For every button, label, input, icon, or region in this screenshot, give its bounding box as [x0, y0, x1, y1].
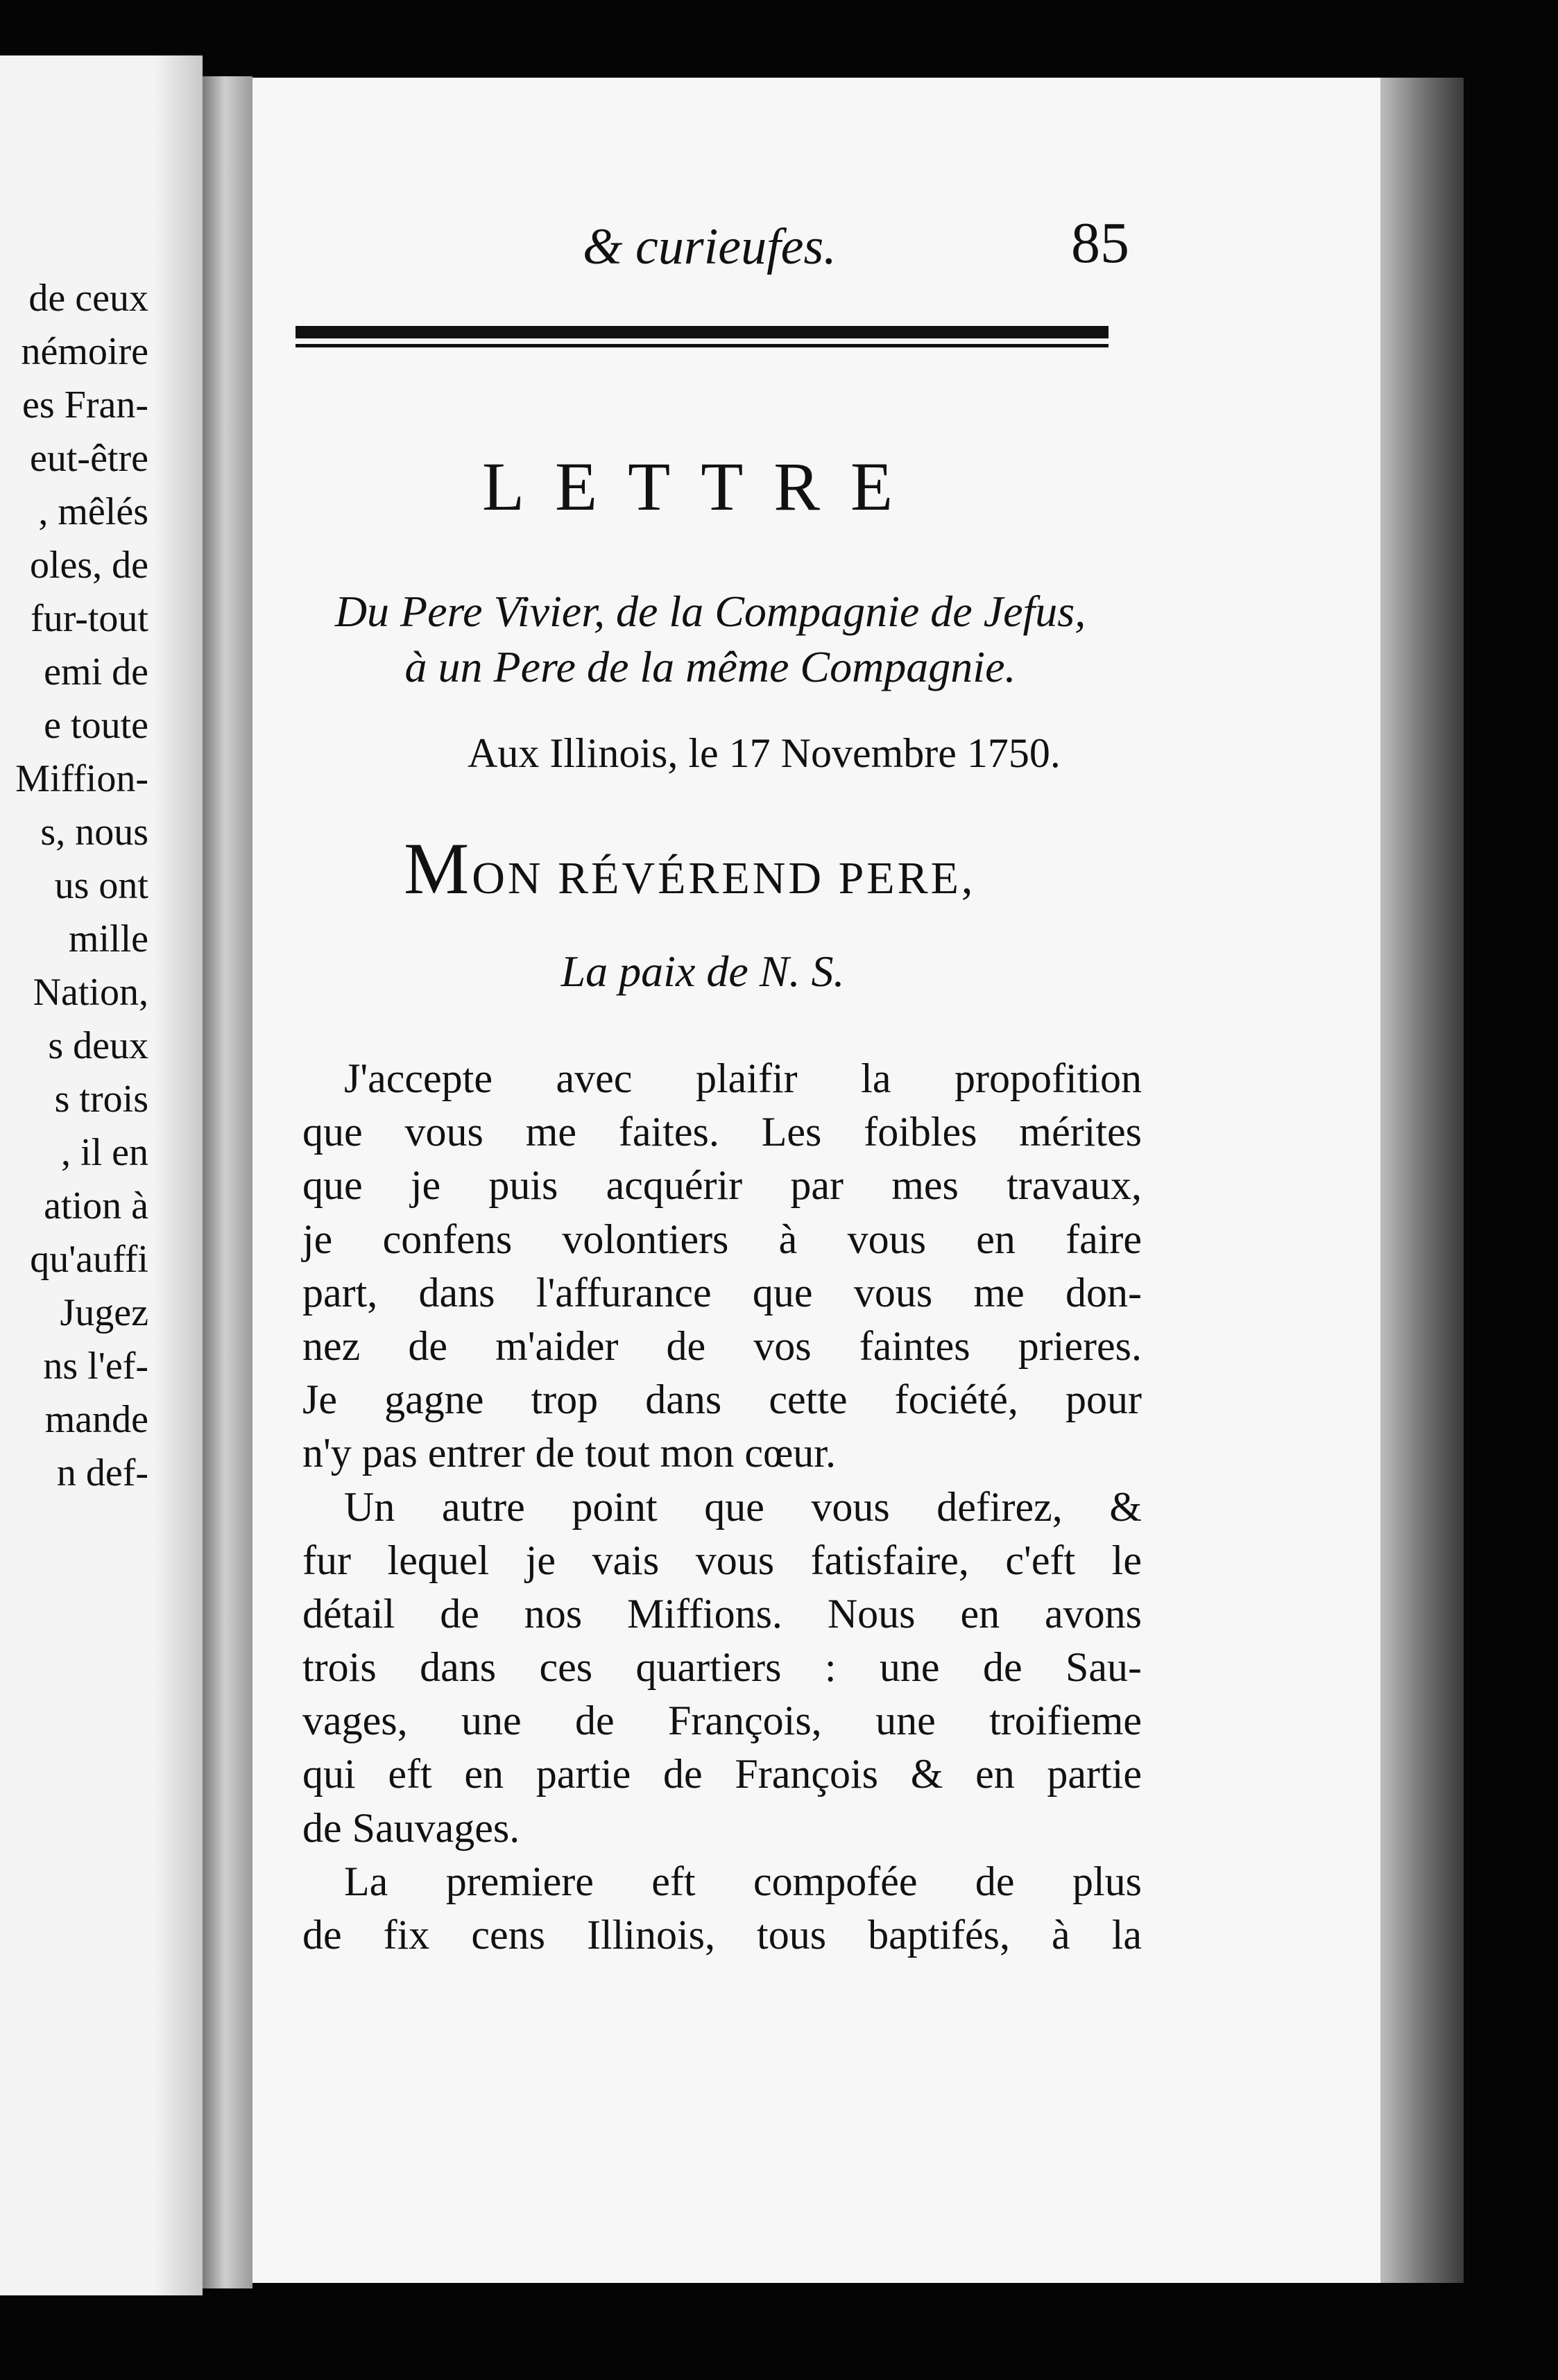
left-page-line: e toute — [44, 704, 148, 747]
body-line: part, dans l'affurance que vous me don- — [302, 1269, 1142, 1316]
left-page-line: de ceux — [28, 277, 148, 320]
left-page-line: ation à — [44, 1184, 148, 1227]
page-edges — [1380, 78, 1464, 2283]
left-page-line: , mêlés — [38, 490, 148, 533]
body-line: je confens volontiers à vous en faire — [302, 1216, 1142, 1262]
left-page-line: qu'auffi — [30, 1238, 148, 1281]
right-page — [252, 78, 1390, 2283]
gutter-shadow — [154, 55, 203, 2295]
left-page-line: eut-être — [30, 437, 148, 480]
body-line: que vous me faites. Les foibles mérites — [302, 1109, 1142, 1155]
body-line: vages, une de François, une troifieme — [302, 1698, 1142, 1744]
page-number: 85 — [1071, 211, 1129, 275]
header-rule — [296, 326, 1108, 350]
left-page-line: Miffion- — [15, 757, 148, 800]
left-page-line: s trois — [54, 1078, 148, 1121]
letter-subtitle-line: à un Pere de la même Compagnie. — [404, 642, 1016, 691]
left-page-line: , il en — [61, 1131, 148, 1174]
left-page-line: n def- — [56, 1451, 148, 1494]
body-line: fur lequel je vais vous fatisfaire, c'eft le — [302, 1537, 1142, 1583]
blessing: La paix de N. S. — [560, 947, 845, 996]
salutation-rest: ON RÉVÉREND PERE, — [472, 853, 976, 904]
running-head — [252, 209, 1390, 293]
body-line: de fix cens Illinois, tous baptifés, à la — [302, 1912, 1142, 1958]
left-page-line: s deux — [48, 1024, 148, 1067]
letter-subtitle-line: Du Pere Vivier, de la Compagnie de Jefus, — [334, 587, 1086, 636]
left-page-line: Jugez — [60, 1291, 148, 1334]
body-line: n'y pas entrer de tout mon cœur. — [302, 1430, 836, 1476]
body-line: que je puis acquérir par mes travaux, — [302, 1162, 1142, 1209]
left-facing-page — [0, 55, 203, 2295]
running-title: & curieufes. — [583, 218, 837, 275]
left-page-line: némoire — [21, 330, 148, 373]
left-page-line: us ont — [54, 864, 148, 907]
left-page-line: Nation, — [33, 971, 148, 1014]
left-page-line: es Fran- — [22, 383, 148, 426]
left-page-line: fur-tout — [31, 597, 148, 640]
left-page-line: s, nous — [40, 811, 148, 854]
body-line: nez de m'aider de vos faintes prieres. — [302, 1322, 1142, 1369]
body-text — [302, 1052, 1142, 1962]
body-line: Un autre point que vous defirez, & — [344, 1483, 1142, 1530]
left-page-line: mande — [44, 1398, 148, 1441]
body-line: trois dans ces quartiers : une de Sau- — [302, 1644, 1142, 1691]
left-page-line: emi de — [44, 650, 148, 693]
letter-subtitle — [294, 584, 1127, 695]
letter-dateline: Aux Illinois, le 17 Novembre 1750. — [468, 730, 1061, 776]
book-spine — [203, 76, 252, 2288]
header-rule-thick — [296, 326, 1108, 338]
left-page-line: oles, de — [29, 544, 148, 587]
body-line: J'accepte avec plaifir la propofition — [344, 1055, 1142, 1101]
letter-title: LETTRE — [481, 448, 924, 525]
body-line: La premiere eft compofée de plus — [344, 1858, 1142, 1904]
body-line: qui eft en partie de François & en partie — [302, 1751, 1142, 1797]
body-line: détail de nos Miffions. Nous en avons — [302, 1590, 1142, 1637]
left-page-line: ns l'ef- — [43, 1345, 148, 1388]
body-line: de Sauvages. — [302, 1804, 520, 1851]
left-page-line: mille — [68, 917, 148, 960]
salutation — [404, 827, 975, 911]
body-line: Je gagne trop dans cette fociété, pour — [302, 1377, 1142, 1423]
salutation-initial: M — [404, 828, 472, 909]
header-rule-thin — [296, 344, 1108, 347]
